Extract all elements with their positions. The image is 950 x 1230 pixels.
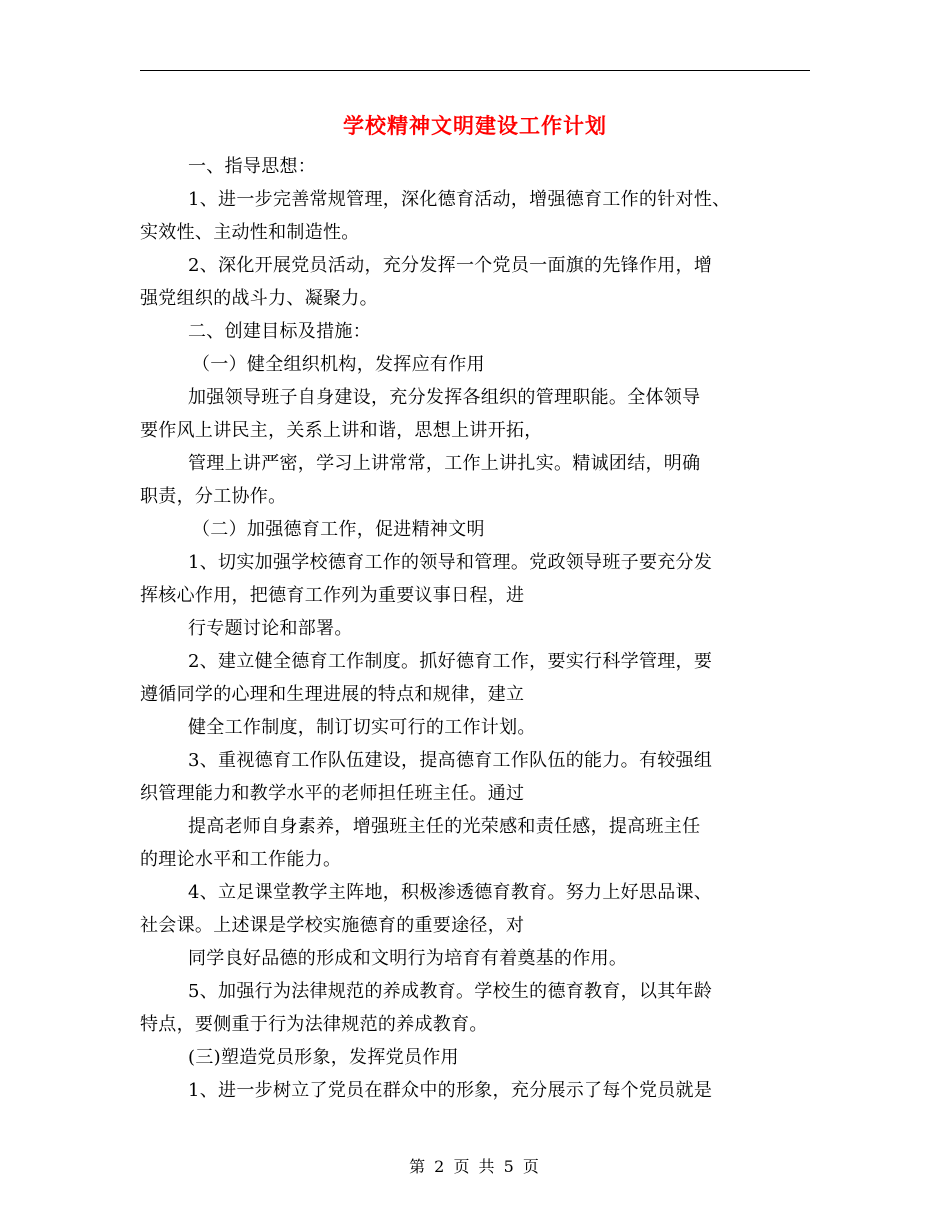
paragraph-line: 1、进一步树立了党员在群众中的形象，充分展示了每个党员就是 bbox=[188, 1080, 713, 1101]
paragraph-line: 2、建立健全德育工作制度。抓好德育工作，要实行科学管理，要 bbox=[188, 651, 713, 672]
document-body bbox=[140, 150, 820, 1107]
paragraph-line: 强党组织的战斗力、凝聚力。 bbox=[140, 288, 378, 309]
paragraph-line: 特点，要侧重于行为法律规范的养成教育。 bbox=[140, 1014, 488, 1035]
paragraph-line: 织管理能力和教学水平的老师担任班主任。通过 bbox=[140, 783, 525, 804]
document-title: 学校精神文明建设工作计划 bbox=[343, 114, 607, 138]
paragraph-line: (三)塑造党员形象，发挥党员作用 bbox=[188, 1047, 459, 1068]
paragraph-line: 加强领导班子自身建设，充分发挥各组织的管理职能。全体领导 bbox=[188, 387, 701, 408]
paragraph-line: 健全工作制度，制订切实可行的工作计划。 bbox=[188, 717, 536, 738]
paragraph-line: 要作风上讲民主，关系上讲和谐，思想上讲开拓， bbox=[140, 420, 543, 441]
paragraph-line: 提高老师自身素养，增强班主任的光荣感和责任感，提高班主任 bbox=[188, 816, 701, 837]
paragraph-line: 遵循同学的心理和生理进展的特点和规律，建立 bbox=[140, 684, 525, 705]
paragraph-line: 一、指导思想： bbox=[188, 156, 317, 177]
paragraph-line: 3、重视德育工作队伍建设，提高德育工作队伍的能力。有较强组 bbox=[188, 750, 713, 771]
paragraph-line: （一）健全组织机构，发挥应有作用 bbox=[192, 354, 485, 375]
paragraph-line: 二、创建目标及措施： bbox=[188, 321, 371, 342]
header-rule bbox=[140, 70, 810, 71]
paragraph-line: 的理论水平和工作能力。 bbox=[140, 849, 342, 870]
paragraph-line: 管理上讲严密，学习上讲常常，工作上讲扎实。精诚团结，明确 bbox=[188, 453, 701, 474]
paragraph-line: 挥核心作用，把德育工作列为重要议事日程，进 bbox=[140, 585, 525, 606]
paragraph-line: 4、立足课堂教学主阵地，积极渗透德育教育。努力上好思品课、 bbox=[188, 882, 713, 903]
paragraph-line: 同学良好品德的形成和文明行为培育有着奠基的作用。 bbox=[188, 948, 628, 969]
page-footer: 第 2 页 共 5 页 bbox=[409, 1157, 541, 1176]
paragraph-line: 社会课。上述课是学校实施德育的重要途径，对 bbox=[140, 915, 525, 936]
paragraph-line: 实效性、主动性和制造性。 bbox=[140, 222, 360, 243]
paragraph-line: 2、深化开展党员活动，充分发挥一个党员一面旗的先锋作用，增 bbox=[188, 255, 713, 276]
paragraph-line: （二）加强德育工作，促进精神文明 bbox=[192, 519, 485, 540]
paragraph-line: 行专题讨论和部署。 bbox=[188, 618, 353, 639]
paragraph-line: 职责，分工协作。 bbox=[140, 486, 287, 507]
paragraph-line: 1、进一步完善常规管理，深化德育活动，增强德育工作的针对性、 bbox=[188, 189, 731, 210]
paragraph-line: 5、加强行为法律规范的养成教育。学校生的德育教育，以其年龄 bbox=[188, 981, 713, 1002]
paragraph-line: 1、切实加强学校德育工作的领导和管理。党政领导班子要充分发 bbox=[188, 552, 713, 573]
